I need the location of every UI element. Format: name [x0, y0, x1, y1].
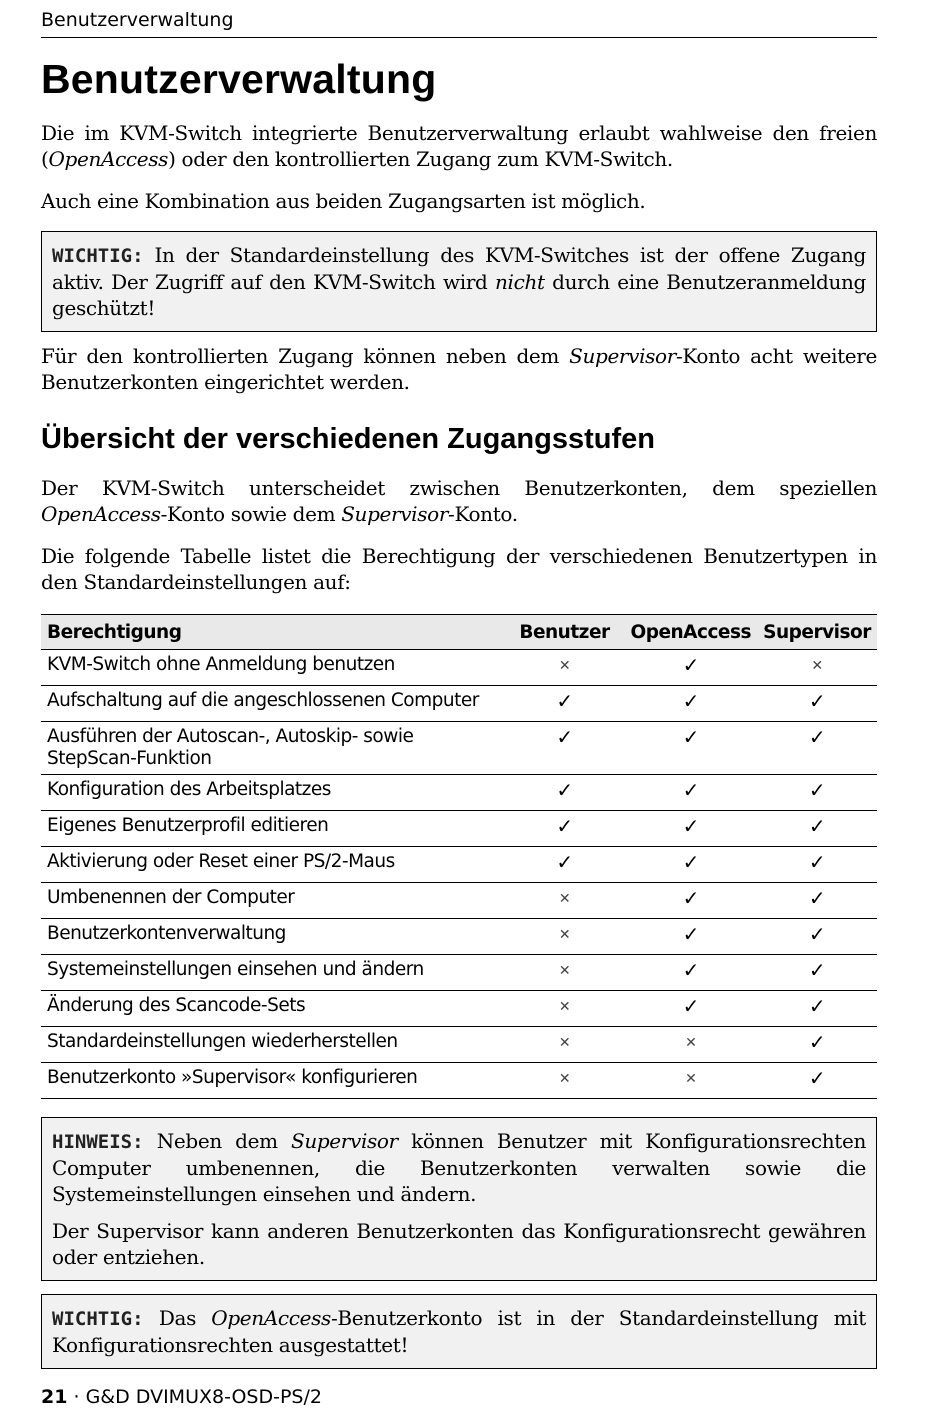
check-icon: ✓ — [556, 850, 573, 874]
cell-benutzer — [504, 1027, 624, 1063]
cross-icon: ✕ — [558, 1071, 571, 1087]
cross-icon: ✕ — [685, 1071, 697, 1087]
check-icon: ✓ — [556, 725, 573, 749]
table-row — [41, 775, 877, 811]
cell-openaccess — [624, 1027, 757, 1063]
header-openaccess: OpenAccess — [624, 615, 757, 650]
page-title: Benutzerverwaltung — [41, 56, 437, 102]
cell-benutzer — [504, 722, 624, 775]
check-icon: ✓ — [682, 814, 699, 838]
check-icon: ✓ — [556, 778, 573, 802]
check-icon: ✓ — [682, 886, 699, 910]
paragraph-supervisor: Für den kontrollierten Zugang können neben dem Supervisor-Konto acht weitere Benutzerkonten eingerichtet werden. — [41, 344, 877, 394]
cross-icon: ✕ — [558, 963, 571, 979]
table-body — [41, 650, 877, 1099]
cell-openaccess — [624, 955, 757, 991]
permission-label: Systemeinstellungen einsehen und ändern — [41, 955, 504, 991]
cell-benutzer — [504, 650, 624, 686]
cell-openaccess — [624, 991, 757, 1027]
check-icon: ✓ — [808, 689, 826, 713]
cell-supervisor — [757, 955, 877, 991]
cross-icon: ✕ — [558, 658, 571, 674]
page-footer: 21 · G&D DVIMUX8-OSD-PS/2 — [41, 1386, 322, 1408]
table-row — [41, 650, 877, 686]
cell-benutzer — [504, 775, 624, 811]
table-row — [41, 722, 877, 775]
notice-tag: WICHTIG: — [52, 1308, 144, 1330]
cell-supervisor — [757, 811, 877, 847]
table-row — [41, 847, 877, 883]
cell-supervisor — [757, 991, 877, 1027]
check-icon: ✓ — [808, 958, 826, 982]
table-row — [41, 1063, 877, 1099]
paragraph-account-types: Der KVM-Switch unterscheidet zwischen Benutzerkonten, dem speziellen OpenAccess-Konto sowie dem Supervisor-Konto. — [41, 476, 877, 526]
permission-label: KVM-Switch ohne Anmeldung benutzen — [41, 650, 504, 686]
cell-benutzer — [504, 955, 624, 991]
cross-icon: ✕ — [558, 1035, 571, 1051]
check-icon: ✓ — [808, 994, 826, 1018]
permission-label: Änderung des Scancode-Sets — [41, 991, 504, 1027]
cell-openaccess — [624, 883, 757, 919]
table-row — [41, 991, 877, 1027]
check-icon: ✓ — [808, 725, 826, 749]
cross-icon: ✕ — [558, 999, 571, 1015]
permission-label: Aktivierung oder Reset einer PS/2-Maus — [41, 847, 504, 883]
notice-tag: WICHTIG: — [52, 245, 144, 267]
check-icon: ✓ — [682, 850, 699, 874]
cell-openaccess — [624, 919, 757, 955]
check-icon: ✓ — [682, 689, 699, 713]
intro-paragraph-1: Die im KVM-Switch integrierte Benutzerverwaltung erlaubt wahlweise den freien (OpenAccess) oder den kontrollierten Zugang zum KVM-Switch. — [41, 121, 877, 171]
cell-benutzer — [504, 991, 624, 1027]
cell-supervisor — [757, 686, 877, 722]
check-icon: ✓ — [682, 725, 699, 749]
notice-hinweis: HINWEIS: Neben dem Supervisor können Benutzer mit Konfigurationsrechten Computer umbenennen, die Benutzerkonten verwalten sowie die Systemeinstellungen einsehen und ändern. Der Supervisor kann anderen Benutzerkonten das Konfigurationsrecht gewähren oder entziehen. — [41, 1117, 877, 1281]
permission-label: Aufschaltung auf die angeschlossenen Computer — [41, 686, 504, 722]
header-berechtigung: Berechtigung — [41, 615, 504, 650]
cell-benutzer — [504, 919, 624, 955]
cell-supervisor — [757, 650, 877, 686]
table-row — [41, 811, 877, 847]
header-benutzer: Benutzer — [504, 615, 624, 650]
cell-supervisor — [757, 883, 877, 919]
check-icon: ✓ — [808, 922, 826, 946]
permission-label: Konfiguration des Arbeitsplatzes — [41, 775, 504, 811]
check-icon: ✓ — [556, 814, 573, 838]
table-row — [41, 883, 877, 919]
cell-supervisor — [757, 1063, 877, 1099]
cross-icon: ✕ — [558, 891, 571, 907]
check-icon: ✓ — [682, 958, 699, 982]
cell-openaccess — [624, 722, 757, 775]
table-header-row — [41, 615, 877, 650]
check-icon: ✓ — [808, 850, 826, 874]
paragraph-table-intro: Die folgende Tabelle listet die Berechtigung der verschiedenen Benutzertypen in den Standardeinstellungen auf: — [41, 544, 877, 594]
cell-benutzer — [504, 847, 624, 883]
cell-benutzer — [504, 883, 624, 919]
cross-icon: ✕ — [558, 927, 571, 943]
check-icon: ✓ — [808, 1066, 826, 1090]
permission-label: Benutzerkonto »Supervisor« konfigurieren — [41, 1063, 504, 1099]
cell-benutzer — [504, 811, 624, 847]
header-rule — [41, 37, 877, 38]
page-number: 21 — [41, 1386, 68, 1408]
check-icon: ✓ — [682, 778, 699, 802]
check-icon: ✓ — [556, 689, 573, 713]
notice-wichtig-2: WICHTIG: Das OpenAccess-Benutzerkonto ist in der Standardeinstellung mit Konfigurationsrechten ausgestattet! — [41, 1294, 877, 1369]
notice-wichtig-1: WICHTIG: In der Standardeinstellung des KVM-Switches ist der offene Zugang aktiv. Der Zugriff auf den KVM-Switch wird nicht durch eine Benutzeranmeldung geschützt! — [41, 231, 877, 332]
cell-openaccess — [624, 1063, 757, 1099]
product-name: G&D DVIMUX8-OSD-PS/2 — [85, 1386, 322, 1408]
check-icon: ✓ — [808, 1030, 826, 1054]
notice-tag: HINWEIS: — [52, 1131, 144, 1153]
table-row — [41, 686, 877, 722]
cell-openaccess — [624, 811, 757, 847]
cell-openaccess — [624, 775, 757, 811]
cell-openaccess — [624, 847, 757, 883]
cross-icon: ✕ — [685, 1035, 697, 1051]
check-icon: ✓ — [808, 778, 826, 802]
permissions-table — [41, 614, 877, 1099]
cell-openaccess — [624, 686, 757, 722]
cell-benutzer — [504, 686, 624, 722]
cell-supervisor — [757, 919, 877, 955]
header-supervisor: Supervisor — [757, 615, 877, 650]
check-icon: ✓ — [682, 922, 699, 946]
permission-label: Standardeinstellungen wiederherstellen — [41, 1027, 504, 1063]
check-icon: ✓ — [808, 814, 826, 838]
cell-supervisor — [757, 775, 877, 811]
table-row — [41, 919, 877, 955]
cell-supervisor — [757, 847, 877, 883]
intro-paragraph-2: Auch eine Kombination aus beiden Zugangsarten ist möglich. — [41, 189, 646, 213]
permission-label: Umbenennen der Computer — [41, 883, 504, 919]
check-icon: ✓ — [682, 653, 699, 677]
check-icon: ✓ — [808, 886, 826, 910]
permission-label: Benutzerkontenverwaltung — [41, 919, 504, 955]
permission-label: Eigenes Benutzerprofil editieren — [41, 811, 504, 847]
section-title: Übersicht der verschiedenen Zugangsstufen — [41, 423, 655, 455]
cell-openaccess — [624, 650, 757, 686]
table-row — [41, 1027, 877, 1063]
check-icon: ✓ — [682, 994, 699, 1018]
table-row — [41, 955, 877, 991]
cell-supervisor — [757, 1027, 877, 1063]
cell-benutzer — [504, 1063, 624, 1099]
notice-hinweis-paragraph-2: Der Supervisor kann anderen Benutzerkonten das Konfigurationsrecht gewähren oder entziehen. — [52, 1219, 866, 1269]
cell-supervisor — [757, 722, 877, 775]
permission-label: Ausführen der Autoscan-, Autoskip- sowie StepScan-Funktion — [41, 722, 504, 775]
cross-icon: ✕ — [811, 658, 823, 674]
running-header: Benutzerverwaltung — [41, 9, 234, 31]
